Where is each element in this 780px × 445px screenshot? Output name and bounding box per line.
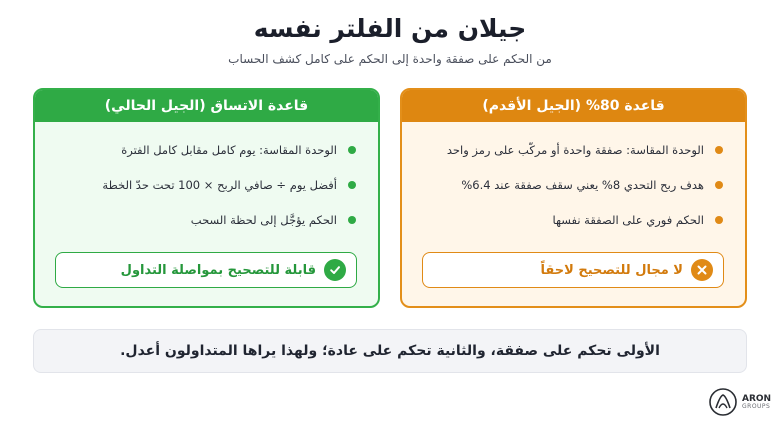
current-rule-verdict (55, 252, 357, 288)
list-item: أفضل يوم ÷ صافي الربح × 100 تحت حدّ الخطة (49, 167, 356, 202)
aron-logo-icon (708, 387, 738, 417)
old-rule-header: قاعدة 80% (الجيل الأقدم) (402, 90, 745, 122)
logo-sub: GROUPS (742, 402, 771, 410)
list-item: هدف ربح التحدي 8% يعني سقف صفقة عند 6.4% (416, 167, 723, 202)
current-rule-verdict-label: قابلة للتصحيح بمواصلة التداول (120, 262, 316, 278)
current-rule-header: قاعدة الاتساق (الجيل الحالي) (35, 90, 378, 122)
current-rule-bullets (35, 122, 378, 237)
bullet-dot-icon (715, 181, 723, 189)
check-icon (324, 259, 346, 281)
bullet-dot-icon (715, 216, 723, 224)
x-icon (691, 259, 713, 281)
bullet-dot-icon (348, 181, 356, 189)
list-item: الوحدة المقاسة: صفقة واحدة أو مركّب على رمز واحد (416, 132, 723, 167)
summary-banner (33, 329, 747, 373)
brand-logo (708, 386, 772, 418)
list-item: الحكم فوري على الصفقة نفسها (416, 202, 723, 237)
bullet-dot-icon (715, 146, 723, 154)
page-subtitle: من الحكم على صفقة واحدة إلى الحكم على كامل كشف الحساب (228, 52, 552, 66)
old-rule-bullets (402, 122, 745, 237)
list-item: الوحدة المقاسة: يوم كامل مقابل كامل الفترة (49, 132, 356, 167)
page-title: جيلان من الفلتر نفسه (253, 14, 527, 43)
old-rule-verdict (422, 252, 724, 288)
bullet-dot-icon (348, 146, 356, 154)
list-item: الحكم يؤجَّل إلى لحظة السحب (49, 202, 356, 237)
summary-text: الأولى تحكم على صفقة، والثانية تحكم على عادة؛ ولهذا يراها المتداولون أعدل. (120, 343, 660, 359)
bullet-dot-icon (348, 216, 356, 224)
old-rule-card (400, 88, 747, 308)
logo-name: ARON (742, 393, 772, 404)
current-rule-card (33, 88, 380, 308)
old-rule-verdict-label: لا مجال للتصحيح لاحقاً (540, 262, 683, 278)
